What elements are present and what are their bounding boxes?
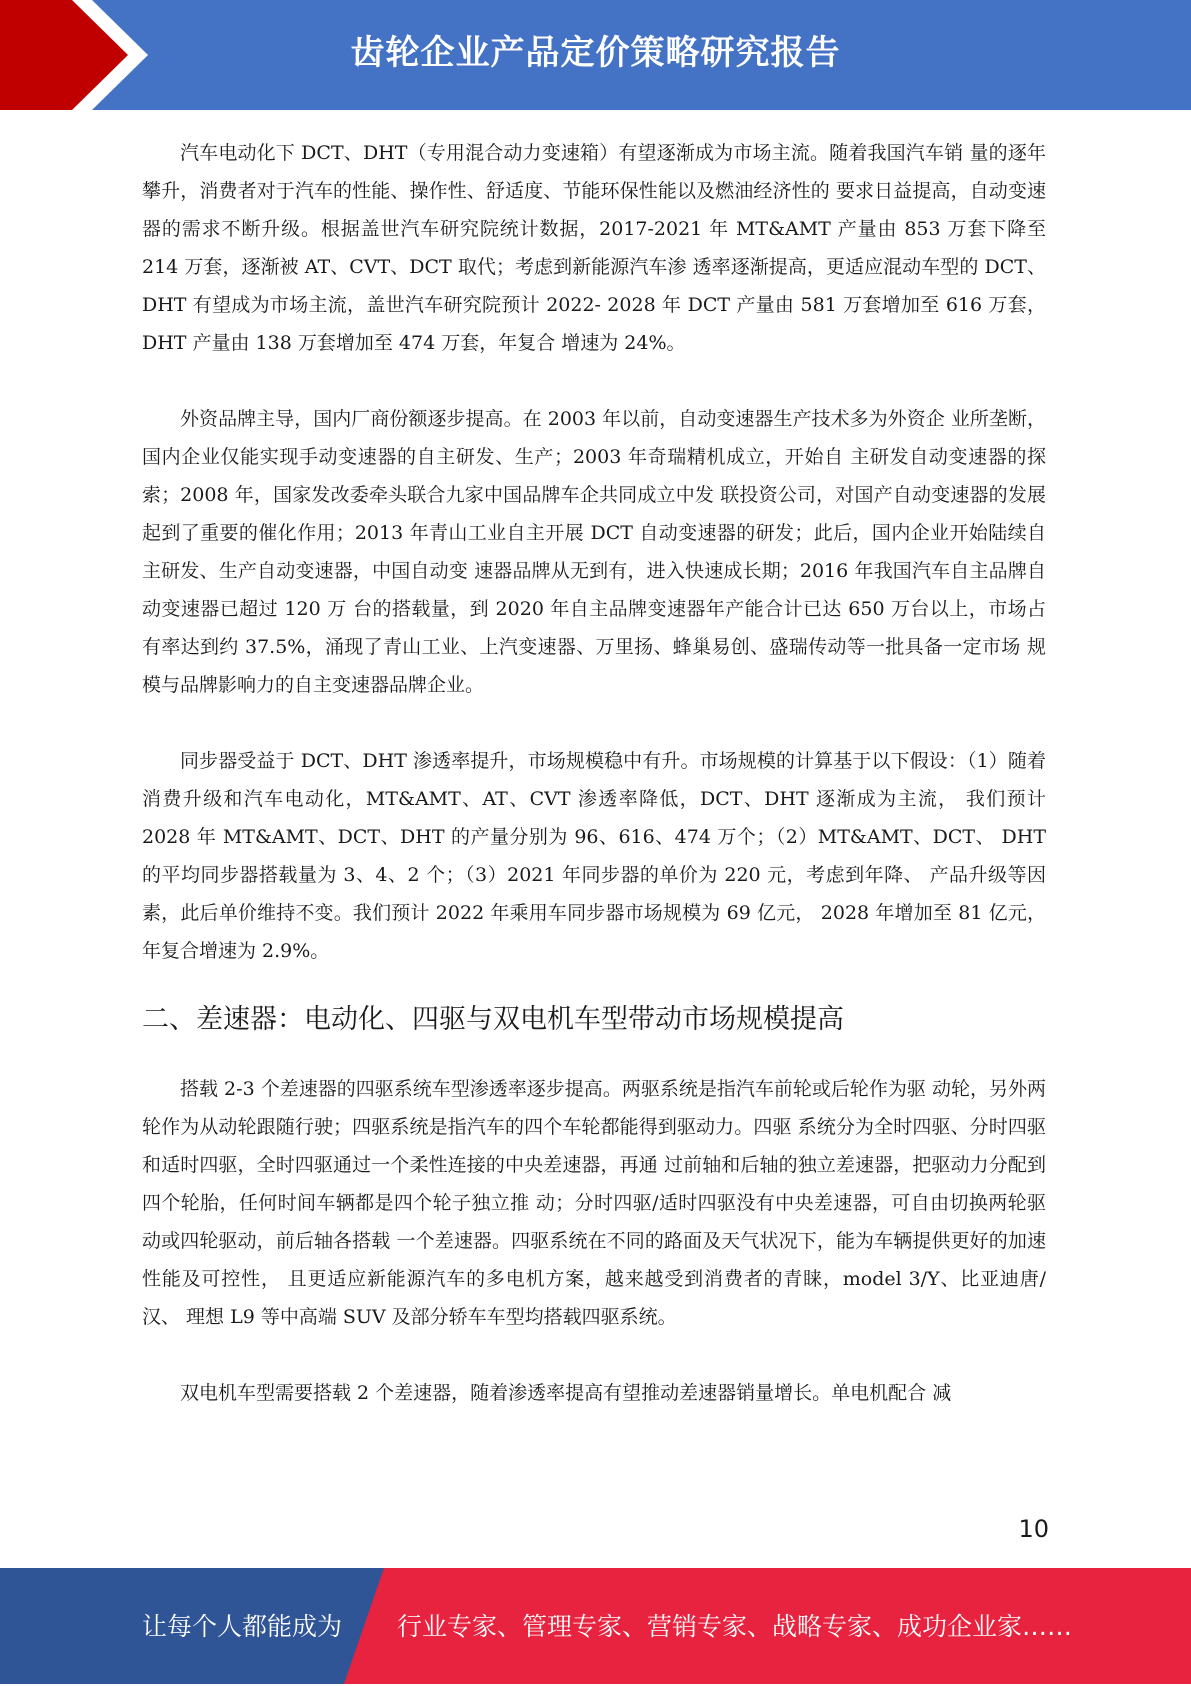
page-number: 10 [1018, 1515, 1049, 1543]
paragraph-foreign-brands: 外资品牌主导，国内厂商份额逐步提高。在 2003 年以前，自动变速器生产技术多为外资企 业所垄断，国内企业仅能实现手动变速器的自主研发、生产；2003 年奇瑞精机成立，开始自 主研发自动变速器的探索；2008 年，国家发改委牵头联合九家中国品牌车企共同成立中发 联投资公司，对国产自动变速器的发展起到了重要的催化作用；2013 年青山工业自主开展 DCT 自动变速器的研发；此后，国内企业开始陆续自主研发、生产自动变速器，中国自动变 速器品牌从无到有，进入快速成长期；2016 年我国汽车自主品牌自动变速器已超过 120 万 台的搭载量，到 2020 年自主品牌变速器年产能合计已达 650 万台以上，市场占有率达到约 37.5%，涌现了青山工业、上汽变速器、万里扬、蜂巢易创、盛瑞传动等一批具备一定市场 规模与品牌影响力的自主变速器品牌企业。 [142, 408, 1046, 696]
paragraph-synchronizer: 同步器受益于 DCT、DHT 渗透率提升，市场规模稳中有升。市场规模的计算基于以下假设：（1）随着消费升级和汽车电动化，MT&AMT、AT、CVT 渗透率降低，DCT、DHT 逐渐成为主流， 我们预计 2028 年 MT&AMT、DCT、DHT 的产量分别为 96、616、474 万个；（2）MT&AMT、DCT、 DHT 的平均同步器搭载量为 3、4、2 个；（3）2021 年同步器的单价为 220 元，考虑到年降、 产品升级等因素，此后单价维持不变。我们预计 2022 年乘用车同步器市场规模为 69 亿元， 2028 年增加至 81 亿元，年复合增速为 2.9%。 [142, 750, 1046, 962]
section-heading-differential: 二、差速器：电动化、四驱与双电机车型带动市场规模提高 [142, 1004, 844, 1035]
paragraph-four-wheel-drive: 搭载 2-3 个差速器的四驱系统车型渗透率逐步提高。两驱系统是指汽车前轮或后轮作为驱 动轮，另外两轮作为从动轮跟随行驶；四驱系统是指汽车的四个车轮都能得到驱动力。四驱 系统分为全时四驱、分时四驱和适时四驱，全时四驱通过一个柔性连接的中央差速器，再通 过前轴和后轴的独立差速器，把驱动力分配到四个轮胎，任何时间车辆都是四个轮子独立推 动；分时四驱/适时四驱没有中央差速器，可自由切换两轮驱动或四轮驱动，前后轴各搭载 一个差速器。四驱系统在不同的路面及天气状况下，能为车辆提供更好的加速性能及可控性， 且更适应新能源汽车的多电机方案，越来越受到消费者的青睐，model 3/Y、比亚迪唐/汉、 理想 L9 等中高端 SUV 及部分轿车车型均搭载四驱系统。 [142, 1078, 1046, 1328]
footer-slogan-right: 行业专家、管理专家、营销专家、战略专家、成功企业家…… [397, 1612, 1073, 1641]
page-footer [0, 1568, 1191, 1684]
document-body [142, 134, 1046, 1450]
paragraph-dct-dht: 汽车电动化下 DCT、DHT（专用混合动力变速箱）有望逐渐成为市场主流。随着我国汽车销 量的逐年攀升，消费者对于汽车的性能、操作性、舒适度、节能环保性能以及燃油经济性的 要求日益提高，自动变速器的需求不断升级。根据盖世汽车研究院统计数据，2017-2021 年 MT&AMT 产量由 853 万套下降至 214 万套，逐渐被 AT、CVT、DCT 取代；考虑到新能源汽车渗 透率逐渐提高，更适应混动车型的 DCT、DHT 有望成为市场主流，盖世汽车研究院预计 2022- 2028 年 DCT 产量由 581 万套增加至 616 万套，DHT 产量由 138 万套增加至 474 万套，年复合 增速为 24%。 [142, 142, 1046, 354]
page-header [0, 0, 1191, 110]
paragraph-dual-motor: 双电机车型需要搭载 2 个差速器，随着渗透率提高有望推动差速器销量增长。单电机配合 减 [180, 1382, 952, 1404]
footer-slogan-left: 让每个人都能成为 [142, 1612, 343, 1641]
report-title: 齿轮企业产品定价策略研究报告 [350, 33, 841, 73]
